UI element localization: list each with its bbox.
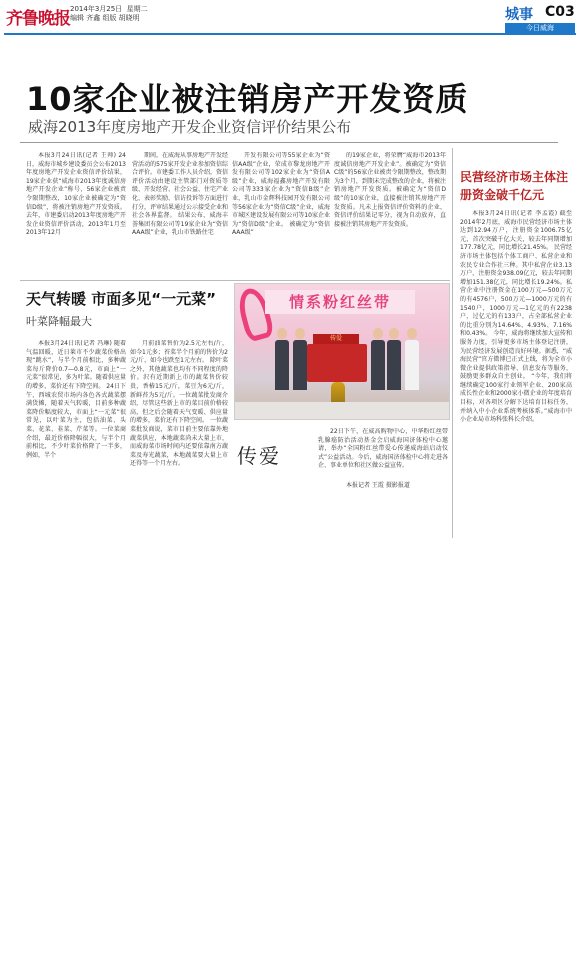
photo-banner: 情系粉红丝带 bbox=[265, 290, 415, 314]
photo-byline: 本报记者 王霞 摄影报道 bbox=[346, 482, 410, 489]
person-figure bbox=[293, 328, 307, 390]
newspaper-logo: 齐鲁晚报 bbox=[6, 9, 70, 29]
person-figure bbox=[387, 328, 401, 390]
person-figure bbox=[405, 328, 419, 390]
subsection-label: 今日威海 bbox=[505, 23, 575, 33]
issue-weekday: 星期二 bbox=[126, 5, 148, 13]
side-story-title: 民营经济市场主体注册资金破千亿元 bbox=[460, 170, 569, 202]
article1-column-1: 本报3月24日讯(记者 王帅) 24日，威海市城乡建设委员会公布2013年度房地产开发企业资信评价结果，19家企业获“威海市2013年度诚信房地产开发企业”称号，56家企业被责令限期整改，10家企业被确定为“资信D级”，将被注销房地产开发资质。 去年，市建委启动2013年度房地产开发企业资信评价活动，2013年1月至2013年12月 bbox=[26, 152, 126, 237]
headline-rule bbox=[20, 142, 558, 143]
issue-date: 2014年3月25日 bbox=[70, 5, 123, 13]
story2-column-2: 月前油菜售价为2.5元左右/斤，如今1元多；苔菜半个月前的售价为2元/斤，如今也跌至1元左右。 除叶菜之外，其他蔬菜也均有不同程度的降价。沢有近期新上市的蔬菜售价较贵，香椿15元/斤，菜豆为6元/斤，新鲜苔为5元/斤。一位蔬菜批发商介绍，尽管这些新上市的菜目前价格较高，但之后会随着天气变暖、供应量的增多，菜价还有下降空间。 一位蔬菜批发商说，菜市目前主要依靠外地蔬菜供应，本地蔬菜尚未大量上市，而威海菜市场时间内还要依靠南方蔬菜及寿光蔬菜，本地蔬菜要大量上市还得等一个月左右。 bbox=[130, 340, 228, 468]
article1-column-4: 的19家企业，将荣膺“威海市2013年度诚信房地产开发企业”。被确定为“资信C级”的56家企业被责令限期整改，整改期为3个月，到期未完成整改的企业，将被注销房地产开发资质。被确定为“资信D级”的10家企业，直接被注销其房地产开发资质。凡未上报资信评价资料的企业，资信评价结果记零分，视为自动放弃，直接被注销其房地产开发资质。 bbox=[334, 152, 446, 228]
article1-column-3: 开发有限公司等55家企业为“资信AA级”企业，荣成市黎龙房地产开发有限公司等102家企业为“资信A级”企业，威海福鑫房地产开发有限公司等333家企业为“资信B级”企业，乳山市金辉科技园开发有限公司等56家企业为“资信C级”企业，威海市城区建设发展有限公司等10家企业为“资信D级”企业。 被确定为“资信AAA级” bbox=[232, 152, 330, 237]
section-name: 城事 bbox=[505, 7, 533, 23]
article1-column-2: 期间，在威海从事房地产开发经营活动的575家开发企业参加资信综合评价。市建委工作人员介绍，资信评价活动由建设主管部门对资质等级、开发经营、社会公益、住宅产业化、表彰奖励、信访投诉等方面进行打分，评审结果通过公示接受企业和社会各界监督。 结果公布，威海丰荟集团有限公司等19家企业为“资信AAA级”企业，乳山市铁路住宅 bbox=[132, 152, 228, 237]
masthead-rule bbox=[4, 33, 576, 35]
masthead-meta bbox=[70, 5, 148, 23]
person-figure bbox=[371, 328, 385, 390]
column-divider bbox=[452, 148, 453, 538]
main-headline: 10家企业被注销房产开发资质 bbox=[26, 80, 469, 118]
story2-column-1: 本报3月24日讯(记者 冯琳) 随着气温回暖，近日莱市不少蔬菜价格出现“跳水”，与半个月前相比，多种蔬菜每斤降价0.7—0.8元，市面上“一元菜”很常见，多为叶菜。随着供应量的增多，菜价还有下降空间。 24日下午，西城农贸市场内各色各式蔬菜摆满货摊，随着天气转暖，目前多种蔬菜降价幅度较大，市面上“一元菜”很常见，以叶菜为主，包括油菜、头菜、花菜、韭菜、芹菜等。一位菜商介绍，最近价格降幅很大，与半个月前相比，不少叶菜价格降了一半多，例如，半个 bbox=[26, 340, 126, 459]
person-figure bbox=[275, 328, 289, 390]
story2-rule bbox=[20, 280, 450, 281]
side-story-body: 本报3月24日讯(记者 李孟霞) 截至2014年2月底，威海市民营经济市场主体达到12.94万户，注册资金1006.75亿元，首次突破千亿大关，较去年同期增加177.78亿元，同比增长21.45%。 民营经济市场主体包括个体工商户、私营企业和农民专业合作社三种。其中私营企业3.13万户，注册资金938.09亿元，较去年同期增加151.38亿元，同比增长19.24%。私营企业中注册资金在100万元—500万元的有4576户，500万元—1000万元的有1540户，1000万元—1亿元的有2238户，过亿元的有133户，占全部私营企业的比重分别为14.64%、4.93%、7.16%和0.43%。 今年，威海将继续加大宣传和服务力度，引导更多市场主体登记注册，为民营经济发展创造良好环境。据悉，“威海民营”官方微博已正式上线，将为全市小微企业提供政策指导、信息发布等服务，鼓励更多群众自主创业。 “今年，我们将继续确定100家行业领军企业、200家高成长性企业和2000家小微企业的年度培育目标，对各项区分解下达培育目标任务，并纳入中小企业系统考核体系。”威海市中小企业局市场科张科长介绍。 bbox=[460, 210, 572, 424]
story2-subtitle: 叶菜降幅最大 bbox=[26, 315, 92, 328]
event-photo bbox=[234, 283, 450, 420]
main-subheadline: 威海2013年度房地产开发企业资信评价结果公布 bbox=[28, 118, 352, 136]
stage-table bbox=[307, 344, 367, 382]
stage-sign: 传爱 bbox=[313, 334, 359, 344]
photo-caption-title: 传爱 bbox=[237, 444, 281, 468]
story2-title: 天气转暖 市面多见“一元菜” bbox=[26, 290, 216, 308]
stage-floor bbox=[235, 402, 450, 420]
photo-caption-text: 22日下午，在威高购物中心，中华粉红丝带乳腺癌防治活动基金会启威海国济体检中心邀请，举办“全国粉红丝带爱心传递威海站启动仪式”公益活动。今后，威海国济体检中心将走进各企、事业单位和社区做公益宣传。 bbox=[318, 428, 448, 470]
page-code: C03 bbox=[545, 4, 575, 20]
editors-line: 编辑 齐鑫 组版 胡晓明 bbox=[70, 14, 140, 22]
masthead bbox=[0, 0, 580, 34]
